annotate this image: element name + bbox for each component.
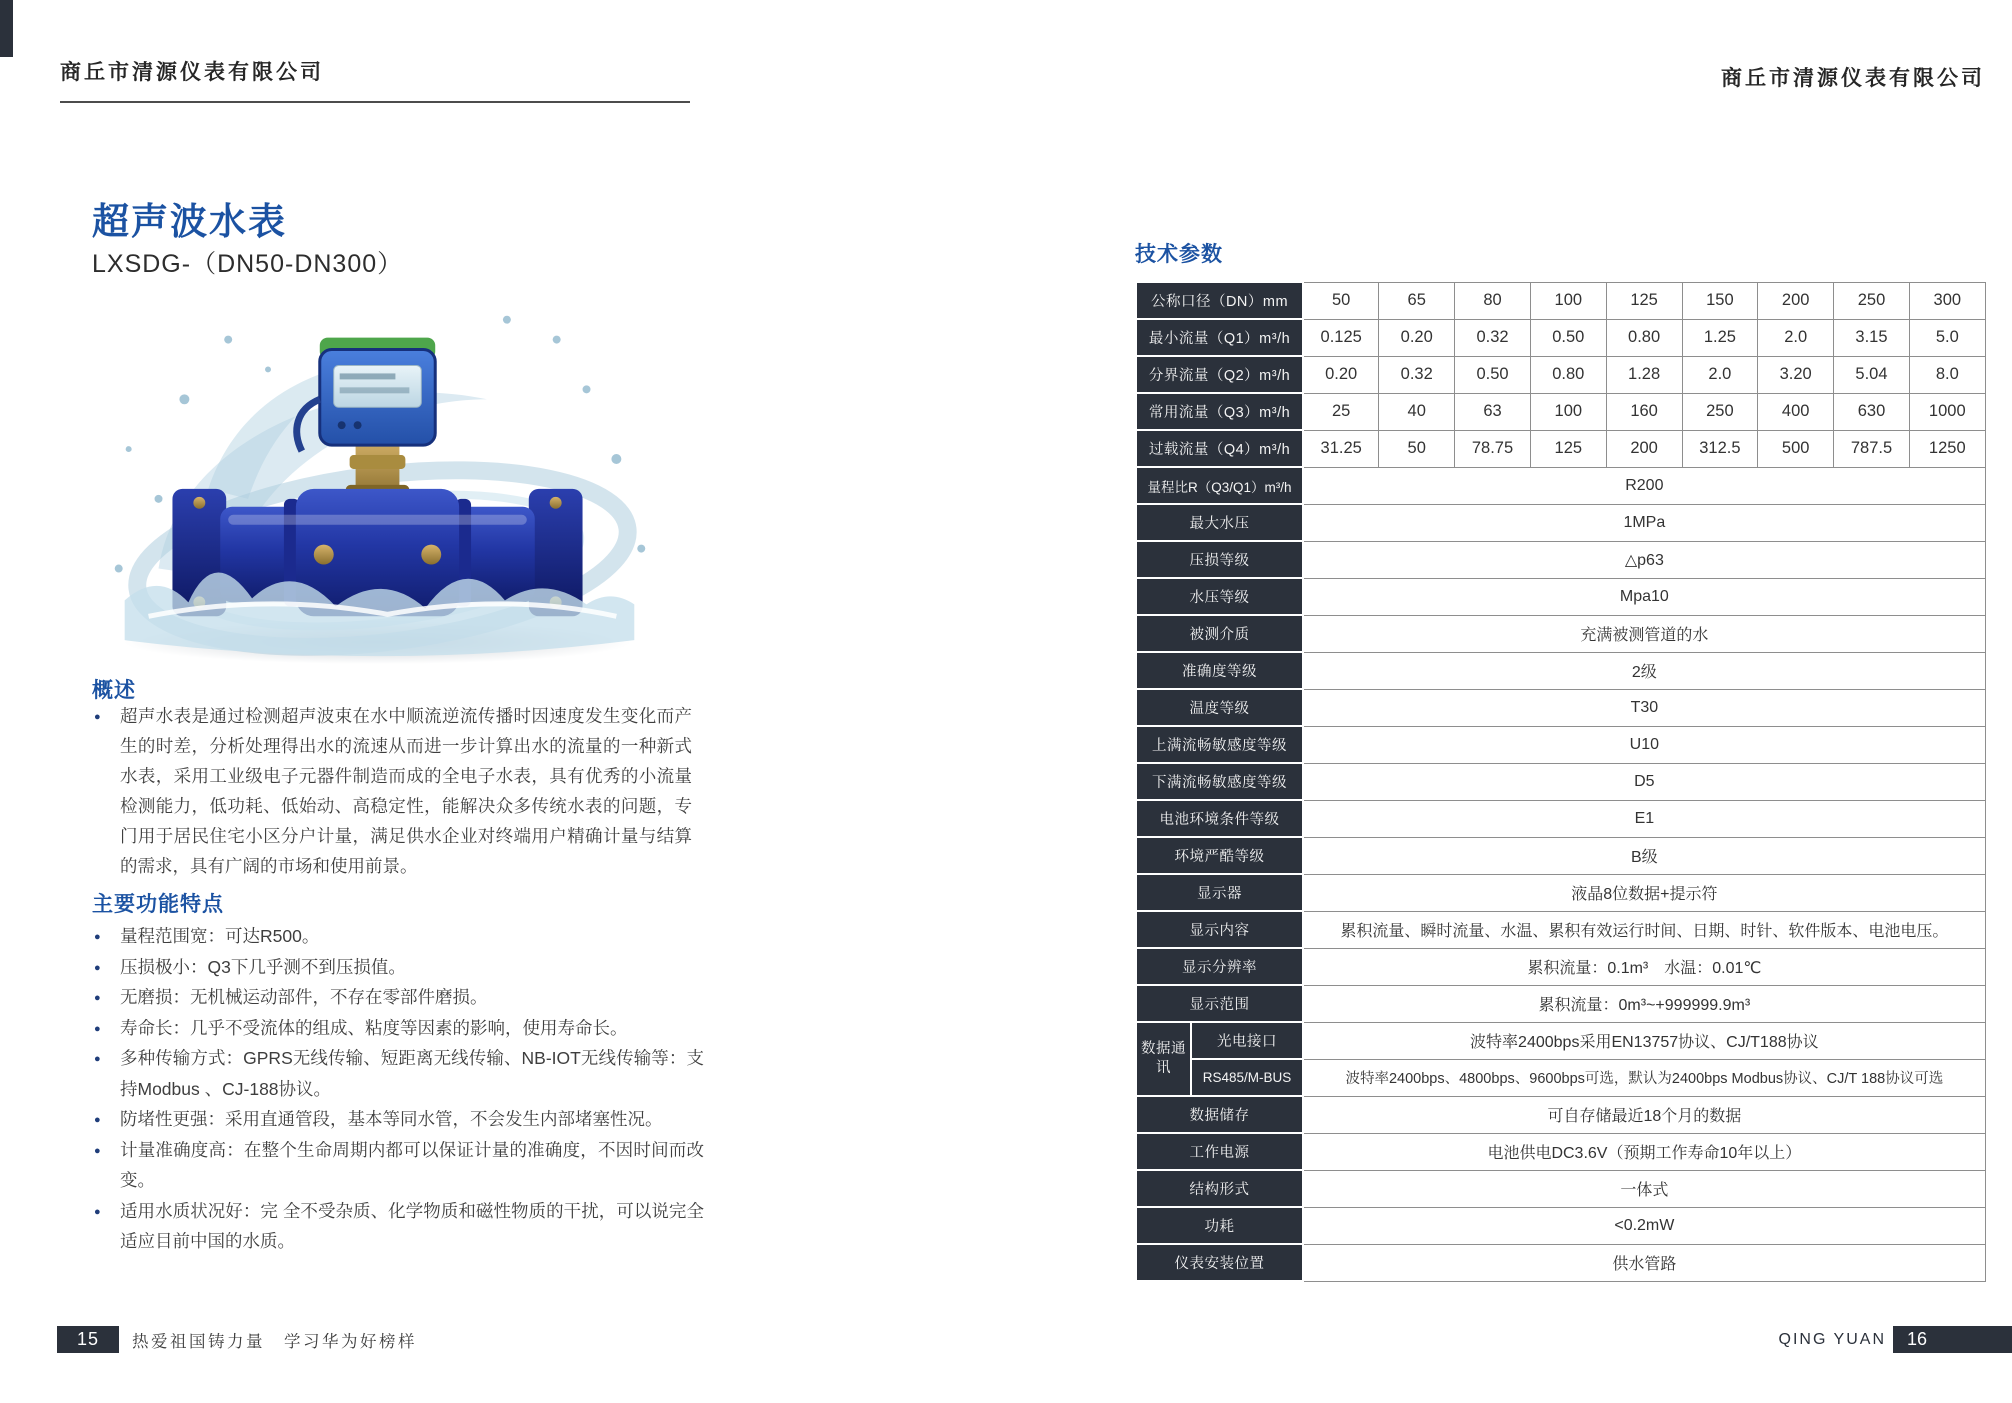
- spec-value: 8.0: [1909, 356, 1985, 393]
- features-heading: 主要功能特点: [92, 893, 224, 916]
- spec-label: 功耗: [1136, 1207, 1303, 1244]
- table-row: [1136, 726, 1985, 763]
- spec-value: 100: [1530, 393, 1606, 430]
- table-row: [1136, 282, 1985, 319]
- feature-item: ● 无磨损：无机械运动部件，不存在零部件磨损。: [92, 982, 704, 1013]
- feature-item: ● 防堵性更强：采用直通管段，基本等同水管，不会发生内部堵塞性况。: [92, 1104, 704, 1135]
- table-row: [1136, 1096, 1985, 1133]
- spec-value: 充满被测管道的水: [1303, 615, 1985, 652]
- company-name-left: 商丘市清源仪表有限公司: [60, 61, 324, 84]
- spec-label: 被测介质: [1136, 615, 1303, 652]
- feature-item: ● 寿命长：几乎不受流体的组成、粘度等因素的影响，使用寿命长。: [92, 1013, 704, 1044]
- spec-value: 25: [1303, 393, 1379, 430]
- table-row: [1136, 874, 1985, 911]
- spec-label: 结构形式: [1136, 1170, 1303, 1207]
- spec-value: <0.2mW: [1303, 1207, 1985, 1244]
- spec-value: 63: [1455, 393, 1531, 430]
- spec-value: 0.50: [1455, 356, 1531, 393]
- spec-label: 过载流量（Q4）m³/h: [1136, 430, 1303, 467]
- spec-value: 2级: [1303, 652, 1985, 689]
- spec-value: 0.32: [1379, 356, 1455, 393]
- spec-label: 最大水压: [1136, 504, 1303, 541]
- spec-value: 50: [1379, 430, 1455, 467]
- spec-value: R200: [1303, 467, 1985, 504]
- table-row: [1136, 985, 1985, 1022]
- spec-value: 200: [1606, 430, 1682, 467]
- spec-value: 可自存储最近18个月的数据: [1303, 1096, 1985, 1133]
- table-row: [1136, 430, 1985, 467]
- spec-value: 1MPa: [1303, 504, 1985, 541]
- spec-value: 一体式: [1303, 1170, 1985, 1207]
- table-row: [1136, 541, 1985, 578]
- spec-value: 累积流量：0.1m³ 水温：0.01℃: [1303, 948, 1985, 985]
- spec-value: 0.125: [1303, 319, 1379, 356]
- overview-text: ● 超声水表是通过检测超声波束在水中顺流逆流传播时因速度发生变化而产生的时差，分析处理得出水的流速从而进一步计算出水的流量的一种新式水表，采用工业级电子元器件制造而成的全电子水表，具有优秀的小流量检测能力，低功耗、低始动、高稳定性，能解决众多传统水表的问题，专门用于居民住宅小区分户计量，满足供水企业对终端用户精确计量与结算的需求，具有广阔的市场和使用前景。: [92, 701, 692, 881]
- table-row: [1136, 1207, 1985, 1244]
- table-row: [1136, 948, 1985, 985]
- overview-list: [92, 701, 692, 881]
- spec-value: 150: [1682, 282, 1758, 319]
- spec-value: 250: [1682, 393, 1758, 430]
- feature-item: ● 适用水质状况好：完 全不受杂质、化学物质和磁性物质的干扰，可以说完全适应目前中国的水质。: [92, 1196, 704, 1257]
- footer-brand: QING YUAN: [1778, 1330, 1886, 1348]
- spec-value: 40: [1379, 393, 1455, 430]
- tech-params-heading: 技术参数: [1135, 243, 1223, 266]
- spec-label: 光电接口: [1191, 1022, 1303, 1059]
- company-name-right: 商丘市清源仪表有限公司: [1721, 67, 1985, 90]
- table-row: [1136, 1244, 1985, 1281]
- spec-value: 1000: [1909, 393, 1985, 430]
- spec-value: 波特率2400bps、4800bps、9600bps可选，默认为2400bps Modbus协议、CJ/T 188协议可选: [1303, 1059, 1985, 1096]
- spec-label: 常用流量（Q3）m³/h: [1136, 393, 1303, 430]
- product-model: LXSDG-（DN50-DN300）: [92, 250, 404, 278]
- footer-slogan: 热爱祖国铸力量 学习华为好榜样: [132, 1332, 417, 1351]
- table-row: [1136, 393, 1985, 430]
- left-page-header: [60, 56, 690, 103]
- corner-accent-bar: [0, 0, 13, 57]
- spec-label: 准确度等级: [1136, 652, 1303, 689]
- table-row: [1136, 763, 1985, 800]
- spec-label: 数据储存: [1136, 1096, 1303, 1133]
- spec-value: 100: [1530, 282, 1606, 319]
- spec-value: 0.80: [1606, 319, 1682, 356]
- table-row: [1136, 837, 1985, 874]
- spec-value: 500: [1758, 430, 1834, 467]
- spec-label: 压损等级: [1136, 541, 1303, 578]
- spec-value: 300: [1909, 282, 1985, 319]
- spec-label: 温度等级: [1136, 689, 1303, 726]
- spec-value: 65: [1379, 282, 1455, 319]
- page-number-badge-left: 15: [57, 1326, 119, 1353]
- spec-value: B级: [1303, 837, 1985, 874]
- spec-value: 0.32: [1455, 319, 1531, 356]
- product-photo-water-meter: [85, 250, 670, 678]
- spec-value: 200: [1758, 282, 1834, 319]
- spec-value: D5: [1303, 763, 1985, 800]
- feature-item: ● 多种传输方式：GPRS无线传输、短距离无线传输、NB-IOT无线传输等：支持Modbus 、CJ-188协议。: [92, 1043, 704, 1104]
- spec-value: 0.50: [1530, 319, 1606, 356]
- spec-value: 250: [1834, 282, 1910, 319]
- spec-value: Mpa10: [1303, 578, 1985, 615]
- spec-value: △p63: [1303, 541, 1985, 578]
- spec-label: 公称口径（DN）mm: [1136, 282, 1303, 319]
- spec-table: [1135, 281, 1986, 1282]
- table-row: [1136, 911, 1985, 948]
- spec-value: T30: [1303, 689, 1985, 726]
- table-row: [1136, 467, 1985, 504]
- spec-label: 水压等级: [1136, 578, 1303, 615]
- spec-value: 78.75: [1455, 430, 1531, 467]
- features-list: [92, 921, 704, 1257]
- spec-value: 累积流量：0m³~+999999.9m³: [1303, 985, 1985, 1022]
- spec-label: 显示分辨率: [1136, 948, 1303, 985]
- spec-label: 工作电源: [1136, 1133, 1303, 1170]
- spec-label: 仪表安装位置: [1136, 1244, 1303, 1281]
- spec-value: 0.20: [1379, 319, 1455, 356]
- spec-value: 电池供电DC3.6V（预期工作寿命10年以上）: [1303, 1133, 1985, 1170]
- spec-value: 80: [1455, 282, 1531, 319]
- spec-value: 125: [1606, 282, 1682, 319]
- spec-value: 312.5: [1682, 430, 1758, 467]
- product-title: 超声波水表: [92, 201, 287, 242]
- table-row: [1136, 800, 1985, 837]
- feature-item: ● 压损极小：Q3下几乎测不到压损值。: [92, 952, 704, 983]
- spec-value: 630: [1834, 393, 1910, 430]
- table-row: [1136, 1133, 1985, 1170]
- spec-value: 5.04: [1834, 356, 1910, 393]
- table-row: [1136, 652, 1985, 689]
- spec-value: U10: [1303, 726, 1985, 763]
- spec-label: 上满流畅敏感度等级: [1136, 726, 1303, 763]
- left-page-footer: [57, 1326, 417, 1353]
- table-row: [1136, 615, 1985, 652]
- spec-label: 环境严酷等级: [1136, 837, 1303, 874]
- spec-value: 液晶8位数据+提示符: [1303, 874, 1985, 911]
- spec-label: 显示内容: [1136, 911, 1303, 948]
- spec-value: 波特率2400bps采用EN13757协议、CJ/T188协议: [1303, 1022, 1985, 1059]
- spec-value: 1.28: [1606, 356, 1682, 393]
- spec-label: 分界流量（Q2）m³/h: [1136, 356, 1303, 393]
- table-row: [1136, 1059, 1985, 1096]
- table-row: [1136, 578, 1985, 615]
- table-row: [1136, 689, 1985, 726]
- spec-value: 50: [1303, 282, 1379, 319]
- spec-label: 最小流量（Q1）m³/h: [1136, 319, 1303, 356]
- spec-value: 400: [1758, 393, 1834, 430]
- spec-value: 1.25: [1682, 319, 1758, 356]
- spec-value: 5.0: [1909, 319, 1985, 356]
- feature-item: ● 计量准确度高：在整个生命周期内都可以保证计量的准确度，不因时间而改变。: [92, 1135, 704, 1196]
- table-row: [1136, 1022, 1985, 1059]
- spec-label: 量程比R（Q3/Q1）m³/h: [1136, 467, 1303, 504]
- spec-label: 显示范围: [1136, 985, 1303, 1022]
- spec-label: 显示器: [1136, 874, 1303, 911]
- spec-value: 0.80: [1530, 356, 1606, 393]
- spec-value: 787.5: [1834, 430, 1910, 467]
- spec-value: 1250: [1909, 430, 1985, 467]
- spec-label: 电池环境条件等级: [1136, 800, 1303, 837]
- spec-value: 31.25: [1303, 430, 1379, 467]
- spec-value: E1: [1303, 800, 1985, 837]
- right-page-header: [1355, 62, 1985, 92]
- overview-heading: 概述: [92, 679, 136, 702]
- table-row: [1136, 319, 1985, 356]
- page-number-badge-right: 16: [1893, 1326, 2012, 1353]
- right-page-footer: [1700, 1326, 2012, 1353]
- table-row: [1136, 504, 1985, 541]
- spec-value: 2.0: [1682, 356, 1758, 393]
- spec-value: 3.15: [1834, 319, 1910, 356]
- spec-value: 160: [1606, 393, 1682, 430]
- table-row: [1136, 356, 1985, 393]
- spec-value: 0.20: [1303, 356, 1379, 393]
- spec-value: 累积流量、瞬时流量、水温、累积有效运行时间、日期、时针、软件版本、电池电压。: [1303, 911, 1985, 948]
- spec-label: 下满流畅敏感度等级: [1136, 763, 1303, 800]
- spec-value: 2.0: [1758, 319, 1834, 356]
- feature-item: ● 量程范围宽：可达R500。: [92, 921, 704, 952]
- spec-value: 供水管路: [1303, 1244, 1985, 1281]
- spec-label: RS485/M-BUS: [1191, 1059, 1303, 1096]
- spec-group-label: 数据通讯: [1136, 1022, 1191, 1096]
- spec-value: 125: [1530, 430, 1606, 467]
- table-row: [1136, 1170, 1985, 1207]
- spec-value: 3.20: [1758, 356, 1834, 393]
